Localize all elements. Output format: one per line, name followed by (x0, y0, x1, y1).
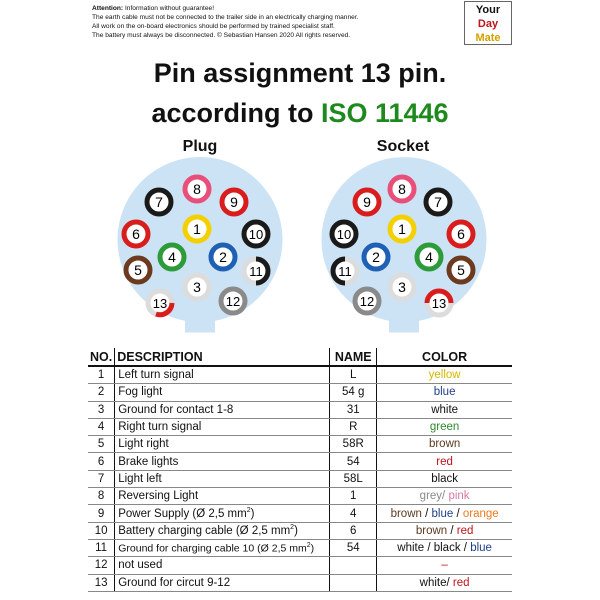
row-description (115, 539, 330, 556)
table-row (88, 557, 512, 574)
plug-pin-1 (185, 217, 209, 241)
notice-line-staff: All work on the on-board electronics should be performed by trained specialist staff. (92, 23, 335, 30)
description-tail: ) (310, 542, 315, 555)
row-name: L (330, 366, 377, 384)
description-text: Battery charging cable (Ø 2,5 mm (118, 525, 291, 538)
row-name: R (330, 418, 377, 435)
svg-text:6: 6 (457, 226, 465, 242)
notice-line-battery: The battery must always be disconnected. © Sebastian Hansen 2020 All rights reserved. (92, 32, 351, 39)
iso-standard: ISO 11446 (320, 98, 449, 128)
table-row (88, 384, 512, 401)
row-no: 10 (88, 522, 115, 539)
table-row (88, 401, 512, 418)
row-no: 8 (88, 488, 115, 505)
row-name: 54 g (330, 384, 377, 401)
row-name (330, 557, 377, 574)
socket-pin-12 (355, 289, 379, 313)
table-row (88, 539, 512, 556)
color-red: red (456, 524, 474, 537)
socket-pin-4 (417, 245, 441, 269)
row-color: red (377, 453, 512, 470)
row-color (377, 522, 512, 539)
row-description: Ground for circut 9-12 (115, 574, 330, 591)
color-separator: / (442, 490, 449, 503)
row-color (377, 505, 512, 522)
row-description: Left turn signal (115, 366, 330, 384)
row-no: 6 (88, 453, 115, 470)
row-color: – (377, 557, 512, 574)
description-tail: ) (294, 525, 298, 538)
color-separator: / (453, 507, 463, 520)
row-no: 9 (88, 505, 115, 522)
description-text: Power Supply (Ø 2,5 mm (118, 507, 247, 520)
row-color: brown (377, 436, 512, 453)
table-row (88, 574, 512, 591)
plug-pin-7 (147, 190, 171, 214)
color-orange: orange (462, 507, 499, 520)
table-row (88, 488, 512, 505)
svg-text:13: 13 (152, 296, 168, 311)
plug-pin-11 (244, 259, 268, 283)
header-color: COLOR (377, 348, 512, 366)
row-color (377, 488, 512, 505)
svg-text:3: 3 (193, 279, 201, 295)
row-no: 5 (88, 436, 115, 453)
svg-text:8: 8 (193, 181, 201, 197)
row-no: 11 (88, 539, 115, 556)
socket-pin-8 (390, 177, 414, 201)
description-superscript: 2 (246, 507, 251, 515)
row-name: 1 (330, 488, 377, 505)
color-blue: blue (470, 542, 492, 555)
socket-pin-5 (449, 258, 473, 282)
page-title: Pin assignment 13 pin. (153, 58, 447, 88)
svg-text:9: 9 (363, 194, 371, 210)
svg-text:7: 7 (434, 194, 442, 210)
color-grey: grey (419, 490, 443, 503)
socket-pin-6 (449, 222, 473, 246)
color-separator: / (424, 542, 434, 555)
row-name: 58R (330, 436, 377, 453)
svg-text:10: 10 (248, 227, 264, 242)
row-no: 1 (88, 366, 115, 384)
logo-line-day: Day (477, 18, 499, 30)
row-color: yellow (377, 366, 512, 384)
description-superscript: 2 (306, 541, 311, 549)
svg-text:12: 12 (225, 294, 241, 309)
row-no: 13 (88, 574, 115, 591)
plug-pin-9 (222, 190, 246, 214)
svg-text:12: 12 (359, 294, 375, 309)
color-separator: / (460, 542, 471, 555)
header-no: NO. (88, 348, 115, 366)
row-description: Brake lights (115, 453, 330, 470)
plug-diagram (116, 156, 284, 334)
table-row (88, 522, 512, 539)
table-row (88, 436, 512, 453)
svg-text:6: 6 (132, 226, 140, 242)
plug-pin-3 (185, 275, 209, 299)
row-no: 12 (88, 557, 115, 574)
row-no: 4 (88, 418, 115, 435)
plug-pin-6 (124, 222, 148, 246)
svg-text:9: 9 (230, 194, 238, 210)
svg-text:1: 1 (398, 221, 406, 237)
row-description (115, 505, 330, 522)
row-name (330, 574, 377, 591)
table-header-row (88, 348, 512, 366)
svg-text:11: 11 (338, 264, 352, 279)
svg-text:4: 4 (168, 249, 176, 265)
table-row (88, 470, 512, 487)
header-description: DESCRIPTION (115, 348, 330, 366)
row-no: 3 (88, 401, 115, 418)
socket-pin-7 (426, 190, 450, 214)
row-description: Reversing Light (115, 488, 330, 505)
row-name: 6 (330, 522, 377, 539)
color-separator: / (446, 576, 453, 589)
plug-pin-12 (221, 289, 245, 313)
color-brown: brown (415, 524, 448, 537)
svg-text:5: 5 (134, 262, 142, 278)
table-row (88, 453, 512, 470)
description-tail: ) (250, 507, 255, 520)
row-description: Fog light (115, 384, 330, 401)
socket-heading: Socket (376, 138, 430, 155)
svg-text:2: 2 (219, 249, 227, 265)
svg-text:10: 10 (336, 227, 352, 242)
row-no: 7 (88, 470, 115, 487)
color-pink: pink (448, 490, 470, 503)
socket-pin-9 (355, 190, 379, 214)
logo-line-mate: Mate (475, 32, 501, 44)
logo-line-your: Your (475, 4, 501, 16)
row-name: 58L (330, 470, 377, 487)
row-name: 31 (330, 401, 377, 418)
row-color (377, 539, 512, 556)
attention-text: Information without guarantee! (123, 5, 215, 12)
color-black: black (433, 542, 461, 555)
description-text: Ground for charging cable 10 (Ø 2,5 mm (118, 542, 307, 555)
color-brown: brown (390, 507, 422, 520)
socket-pin-11 (333, 259, 357, 283)
socket-pin-3 (390, 275, 414, 299)
row-no: 2 (88, 384, 115, 401)
plug-heading: Plug (182, 138, 218, 155)
description-superscript: 2 (290, 524, 295, 532)
attention-label: Attention: (92, 5, 124, 12)
row-description: Light left (115, 470, 330, 487)
row-description (115, 522, 330, 539)
row-name: 54 (330, 453, 377, 470)
row-color (377, 574, 512, 591)
pin-assignment-table (88, 348, 512, 592)
row-description: Ground for contact 1-8 (115, 401, 330, 418)
color-white: white (419, 576, 447, 589)
svg-text:5: 5 (457, 262, 465, 278)
plug-pin-2 (211, 245, 235, 269)
row-description: Right turn signal (115, 418, 330, 435)
svg-text:4: 4 (425, 249, 433, 265)
svg-text:13: 13 (431, 296, 447, 311)
row-name: 4 (330, 505, 377, 522)
row-description: Light right (115, 436, 330, 453)
row-description: not used (115, 557, 330, 574)
plug-pin-5 (126, 258, 150, 282)
plug-pin-8 (185, 177, 209, 201)
row-name: 54 (330, 539, 377, 556)
color-separator: / (421, 507, 432, 520)
socket-pin-10 (332, 222, 356, 246)
color-white: white (397, 542, 425, 555)
row-color: blue (377, 384, 512, 401)
svg-text:7: 7 (155, 194, 163, 210)
svg-text:2: 2 (372, 249, 380, 265)
svg-text:1: 1 (193, 221, 201, 237)
socket-diagram (320, 156, 488, 334)
table-row (88, 505, 512, 522)
socket-pin-1 (390, 217, 414, 241)
color-separator: / (447, 524, 457, 537)
plug-pin-4 (160, 245, 184, 269)
socket-pin-2 (364, 245, 388, 269)
svg-text:11: 11 (249, 264, 263, 279)
table-row (88, 418, 512, 435)
svg-text:3: 3 (398, 279, 406, 295)
row-color: white (377, 401, 512, 418)
table-row (88, 366, 512, 384)
svg-text:8: 8 (398, 181, 406, 197)
header-name: NAME (330, 348, 377, 366)
color-red: red (452, 576, 470, 589)
socket-pin-13 (427, 291, 451, 315)
notice-line-earth: The earth cable must not be connected to the trailer side in an electrically charging manner. (92, 14, 359, 21)
plug-pin-10 (244, 222, 268, 246)
row-color: green (377, 418, 512, 435)
plug-pin-13 (148, 291, 172, 315)
row-color: black (377, 470, 512, 487)
color-blue: blue (431, 507, 454, 520)
subtitle-prefix: according to (151, 98, 321, 128)
